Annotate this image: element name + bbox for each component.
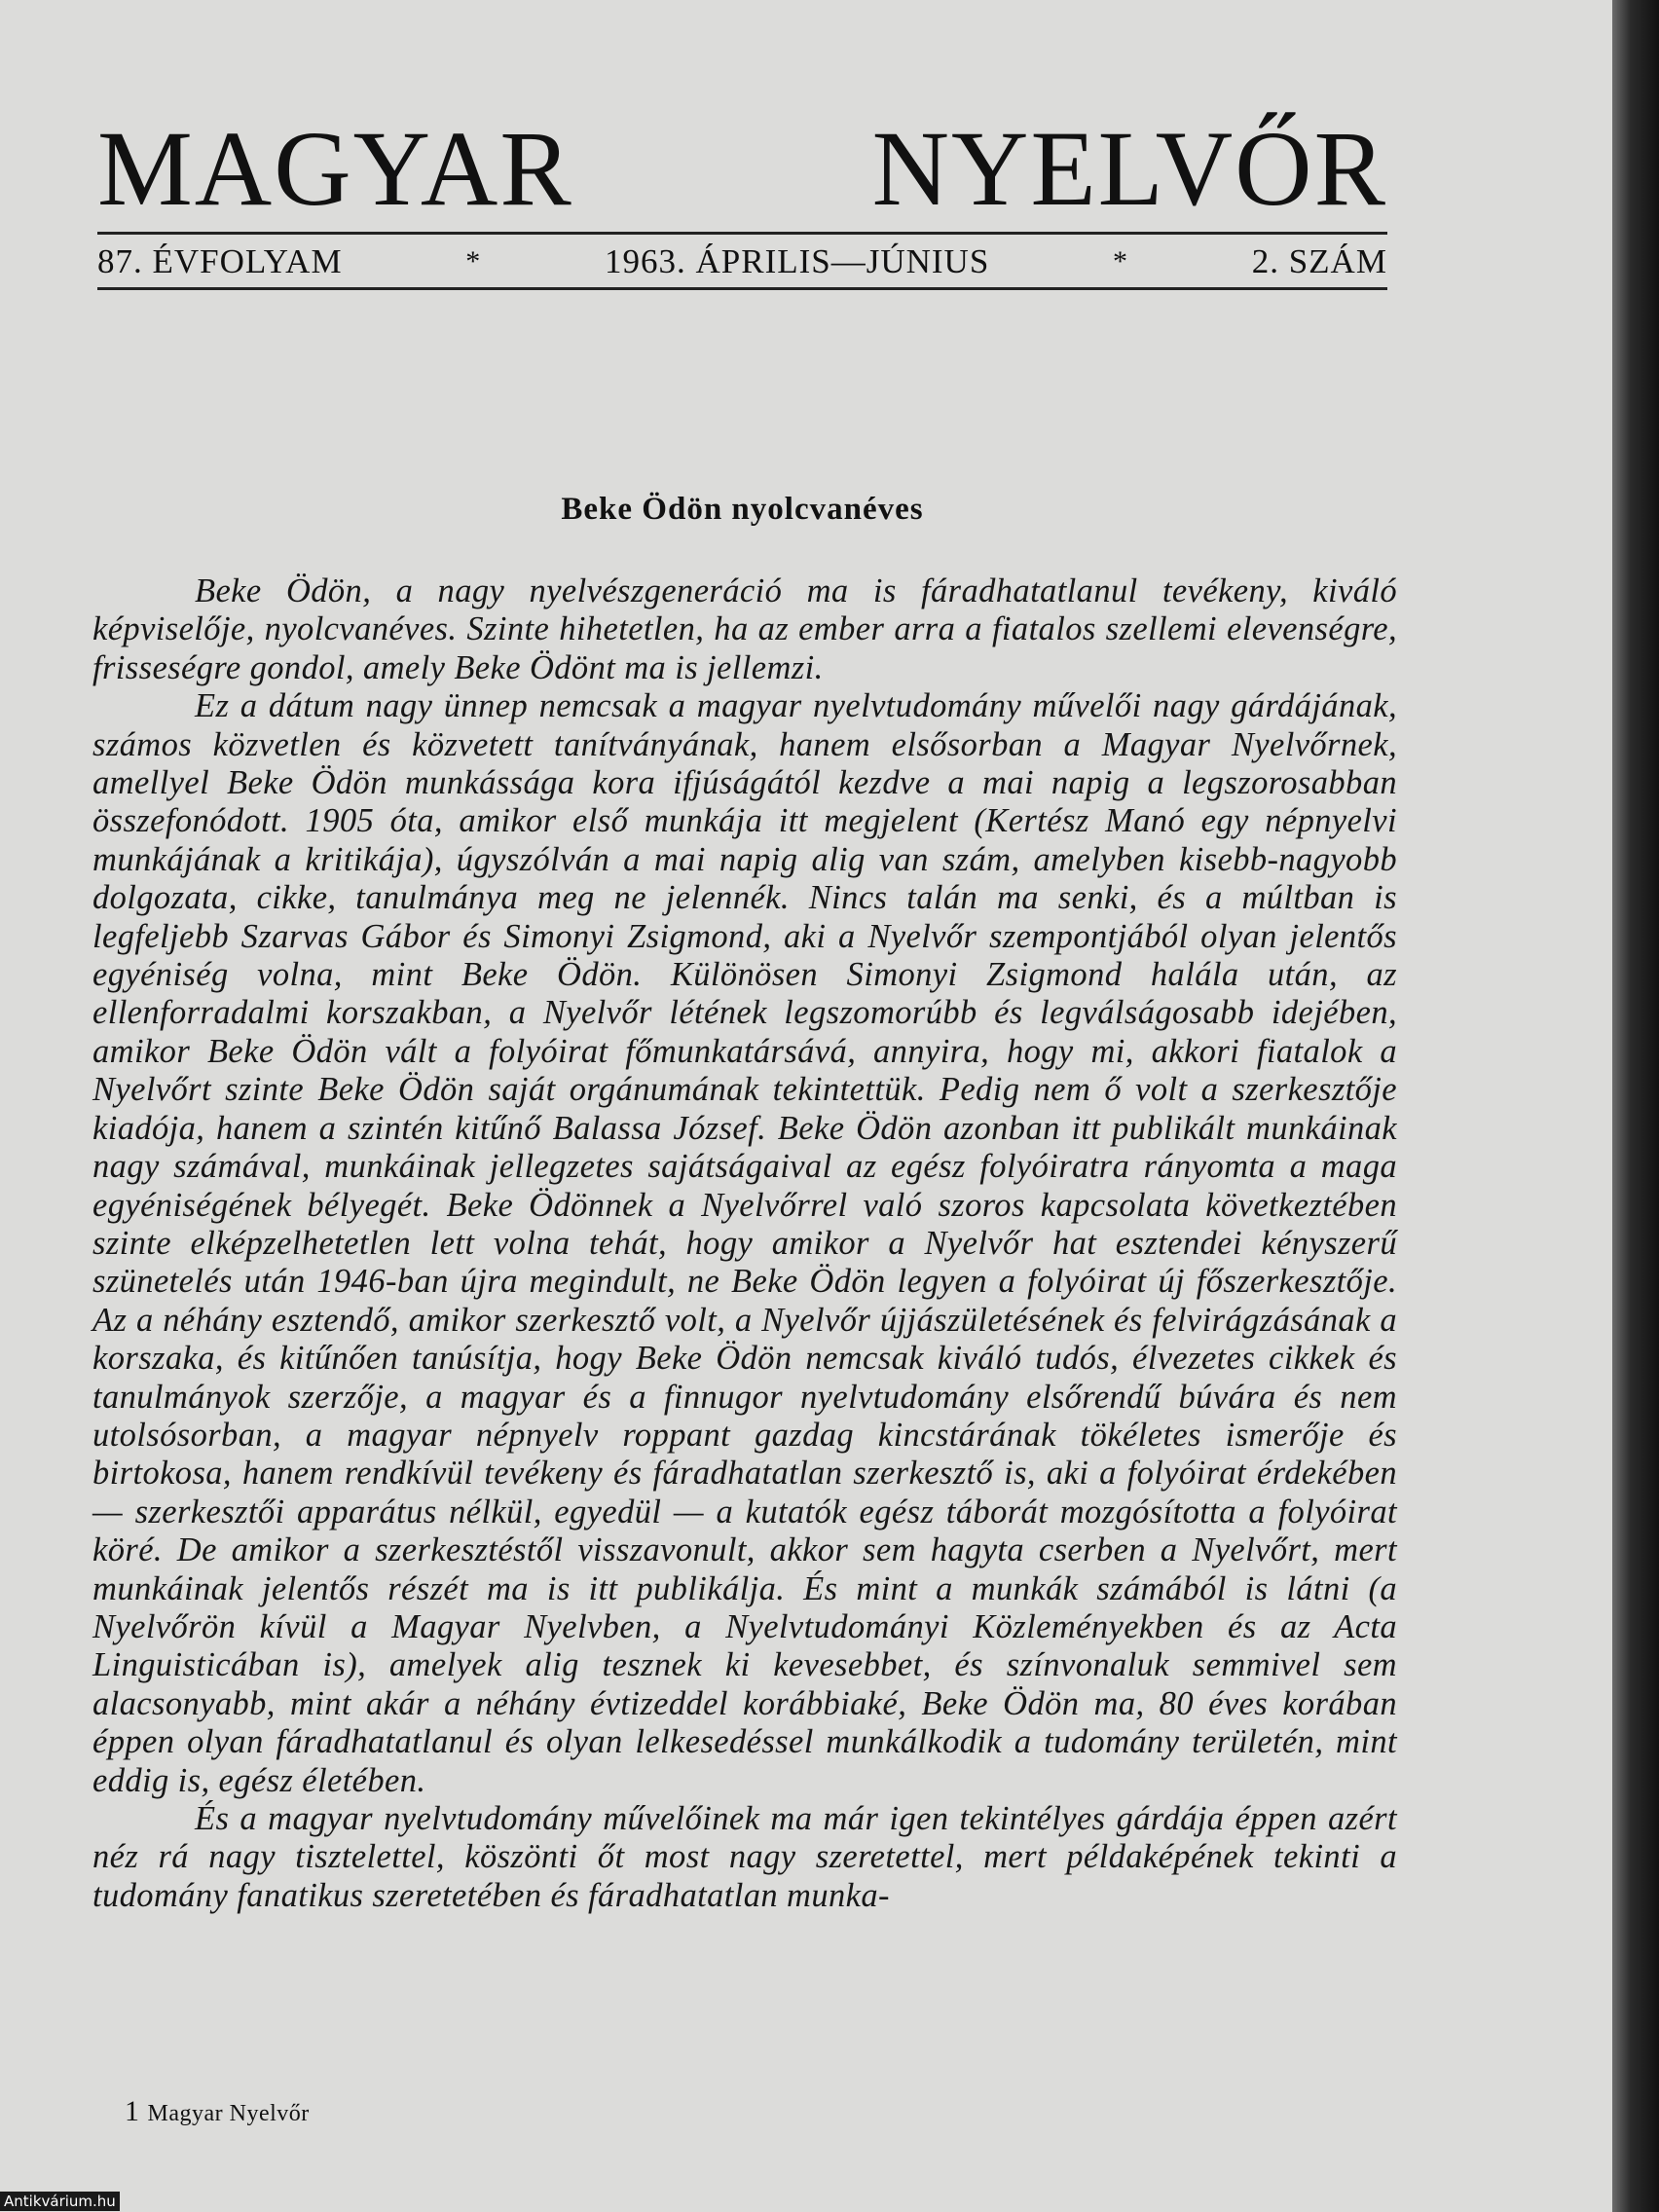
issue-date: 1963. ÁPRILIS—JÚNIUS — [604, 242, 990, 280]
source-watermark: Antikvárium.hu — [0, 2192, 120, 2211]
article-paragraph: És a magyar nyelvtudomány művelőinek ma már igen tekintélyes gárdája éppen azért néz rá nagy tisztelettel, köszönti őt most nagy szeretettel, mert példaképének tekinti a tudomány fanatikus szeretetében és fáradhatatlan munka- — [92, 1800, 1397, 1914]
page-number: 1 — [125, 2095, 140, 2127]
masthead-bottom-rule — [97, 287, 1387, 290]
page-footer — [125, 2095, 310, 2128]
volume-label: 87. ÉVFOLYAM — [97, 242, 343, 280]
article-title: Beke Ödön nyolcvanéves — [561, 492, 924, 527]
separator-star-icon: * — [465, 245, 482, 277]
article-paragraph: Ez a dátum nagy ünnep nemcsak a magyar nyelvtudomány művelői nagy gárdájának, számos közvetlen és közvetett tanítványának, hanem elsősorban a Magyar Nyelvőrnek, amellyel Beke Ödön munkássága kora ifjúságától kezdve a mai napig a legszorosabban összefonódott. 1905 óta, amikor első munkája itt megjelent (Kertész Manó egy népnyelvi munkájának a kritikája), úgyszólván a mai napig alig van szám, amelyben kisebb-nagyobb dolgozata, cikke, tanulmánya meg ne jelennék. Nincs talán ma senki, és a múltban is legfeljebb Szarvas Gábor és Simonyi Zsigmond, aki a Nyelvőr szempontjából olyan jelentős egyéniség volna, mint Beke Ödön. Különösen Simonyi Zsigmond halála után, az ellenforradalmi korszakban, a Nyelvőr létének legszomorúbb és legválságosabb idejében, amikor Beke Ödön vált a folyóirat főmunkatársává, annyira, hogy mi, akkori fiatalok a Nyelvőrt szinte Beke Ödön saját orgánumának tekintettük. Pedig nem ő volt a szerkesztője kiadója, hanem a szintén kitűnő Balassa József. Beke Ödön azonban itt publikált munkáinak nagy számával, munkáinak jellegzetes sajátságaival az egész folyóiratra rányomta a maga egyéniségének bélyegét. Beke Ödönnek a Nyelvőrrel való szoros kapcsolata következtében szinte elképzelhetetlen lett volna tehát, hogy amikor a Nyelvőr hat esztendei kényszerű szünetelés után 1946-ban újra megindult, ne Beke Ödön legyen a folyóirat új főszerkesztője. Az a néhány esztendő, amikor szerkesztő volt, a Nyelvőr újjászületésének és felvirágzásának a korszaka, és kitűnően tanúsítja, hogy Beke Ödön nemcsak kiváló tudós, élvezetes cikkek és tanulmányok szerzője, a magyar és a finnugor nyelvtudomány elsőrendű búvára és nem utolsósorban, a magyar népnyelv roppant gazdag kincstárának tökéletes ismerője és birtokosa, hanem rendkívül tevékeny és fáradhatatlan szerkesztő is, aki a folyóirat érdekében — szerkesztői apparátus nélkül, egyedül — a kutatók egész táborát mozgósította a folyóirat köré. De amikor a szerkesztéstől visszavonult, akkor sem hagyta cserben a Nyelvőrt, mert munkáinak jelentős részét ma is itt publikálja. És mint a munkák számából is látni (a Nyelvőrön kívül a Magyar Nyelvben, a Nyelvtudományi Közleményekben és az Acta Linguisticában is), amelyek alig tesznek ki kevesebbet, és színvonaluk semmivel sem alacsonyabb, mint akár a néhány évtizeddel korábbiaké, Beke Ödön ma, 80 éves korában éppen olyan fáradhatatlanul és olyan lelkesedéssel munkálkodik a tudomány területén, mint eddig is, egész életében. — [92, 687, 1397, 1799]
footer-journal-name: Magyar Nyelvőr — [147, 2101, 310, 2126]
masthead-top-rule — [97, 232, 1387, 235]
article-paragraph: Beke Ödön, a nagy nyelvészgeneráció ma is fáradhatatlanul tevékeny, kiváló képviselője, nyolcvanéves. Szinte hihetetlen, ha az ember arra a fiatalos szellemi elevenségre, frisseségre gondol, amely Beke Ödönt ma is jellemzi. — [92, 572, 1397, 686]
separator-star-icon: * — [1113, 245, 1128, 277]
article-body — [92, 572, 1397, 1915]
issue-number: 2. SZÁM — [1251, 242, 1387, 280]
page-edge-shadow — [1612, 0, 1659, 2212]
journal-masthead: MAGYAR NYELVŐR — [97, 109, 1387, 228]
issue-info-line — [97, 240, 1387, 284]
